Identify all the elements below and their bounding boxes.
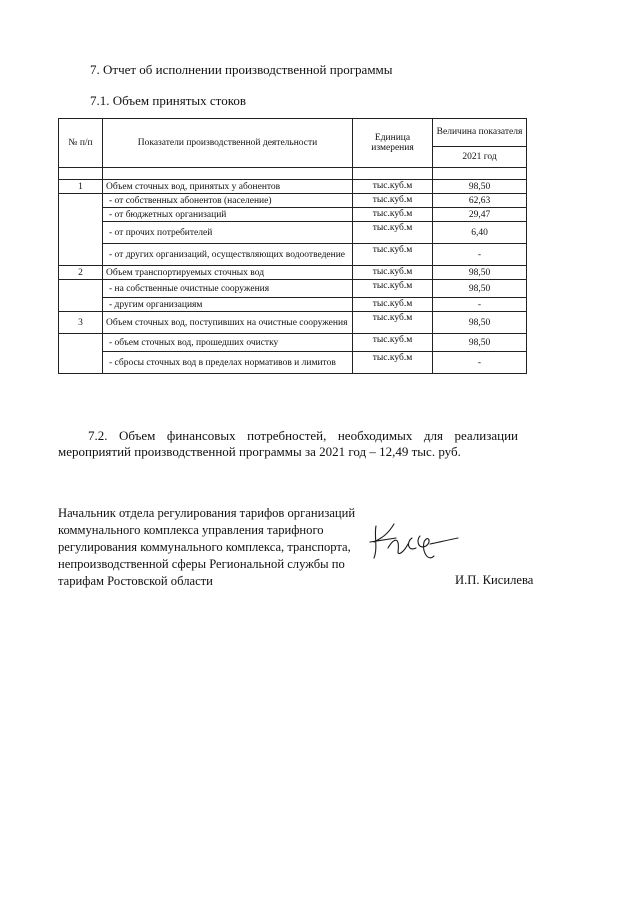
row-value: 98,50 [433, 266, 527, 280]
row-unit: тыс.куб.м [353, 280, 433, 298]
row-value: 62,63 [433, 194, 527, 208]
row-value: 98,50 [433, 280, 527, 298]
section-title: 7. Отчет об исполнении производственной программы [90, 62, 393, 77]
row-indicator: Объем транспортируемых сточных вод [103, 266, 353, 280]
row-value: 98,50 [433, 180, 527, 194]
row-unit: тыс.куб.м [353, 222, 433, 244]
row-unit: тыс.куб.м [353, 266, 433, 280]
header-value-group: Величина показателя [433, 119, 527, 147]
table-row [59, 352, 527, 374]
signer-name: И.П. Кисилева [455, 573, 534, 587]
row-unit: тыс.куб.м [353, 334, 433, 352]
signer-title: Начальник отдела регулирования тарифов организаций коммунального комплекса управления тарифного регулирования коммунального комплекса, транспорта, непроизводственной сферы Региональной службы по тарифам Ростовской области [58, 506, 356, 588]
row-value: 29,47 [433, 208, 527, 222]
subsection-title: 7.1. Объем принятых стоков [90, 93, 246, 108]
row-value: 98,50 [433, 334, 527, 352]
row-value: 98,50 [433, 312, 527, 334]
row-unit: тыс.куб.м [353, 194, 433, 208]
row-indicator: - от бюджетных организаций [103, 208, 353, 222]
row-number: 1 [59, 180, 103, 194]
row-unit: тыс.куб.м [353, 312, 433, 334]
row-indicator: - другим организациям [103, 298, 353, 312]
table-row [59, 244, 527, 266]
financial-needs-paragraph: 7.2. Объем финансовых потребностей, необходимых для реализации мероприятий производственной программы за 2021 год – 12,49 тыс. руб. [58, 428, 518, 459]
table-row [59, 312, 527, 334]
row-number [59, 280, 103, 312]
row-value: - [433, 298, 527, 312]
row-indicator: - от других организаций, осуществляющих водоотведение [103, 244, 353, 266]
row-indicator: - от прочих потребителей [103, 222, 353, 244]
row-value: - [433, 244, 527, 266]
stock-volume-table [58, 118, 527, 374]
row-value: - [433, 352, 527, 374]
row-indicator: - объем сточных вод, прошедших очистку [103, 334, 353, 352]
header-indicator: Показатели производственной деятельности [103, 119, 353, 168]
row-unit: тыс.куб.м [353, 208, 433, 222]
row-value: 6,40 [433, 222, 527, 244]
handwritten-signature [368, 512, 460, 564]
header-gap-row [59, 168, 527, 180]
row-number: 2 [59, 266, 103, 280]
row-indicator: - на собственные очистные сооружения [103, 280, 353, 298]
row-unit: тыс.куб.м [353, 298, 433, 312]
table-row [59, 194, 527, 208]
table-row [59, 280, 527, 298]
row-indicator: Объем сточных вод, принятых у абонентов [103, 180, 353, 194]
table-row [59, 298, 527, 312]
table-row [59, 266, 527, 280]
row-unit: тыс.куб.м [353, 180, 433, 194]
row-indicator: Объем сточных вод, поступивших на очистные сооружения [103, 312, 353, 334]
row-number [59, 194, 103, 266]
table-row [59, 180, 527, 194]
table-row [59, 222, 527, 244]
header-unit: Единица измерения [353, 119, 433, 168]
header-year: 2021 год [433, 146, 527, 167]
row-number: 3 [59, 312, 103, 334]
row-indicator: - сбросы сточных вод в пределах нормативов и лимитов [103, 352, 353, 374]
row-unit: тыс.куб.м [353, 244, 433, 266]
row-unit: тыс.куб.м [353, 352, 433, 374]
row-number [59, 334, 103, 374]
row-indicator: - от собственных абонентов (население) [103, 194, 353, 208]
table-row [59, 208, 527, 222]
header-num: № п/п [59, 119, 103, 168]
table-row [59, 334, 527, 352]
